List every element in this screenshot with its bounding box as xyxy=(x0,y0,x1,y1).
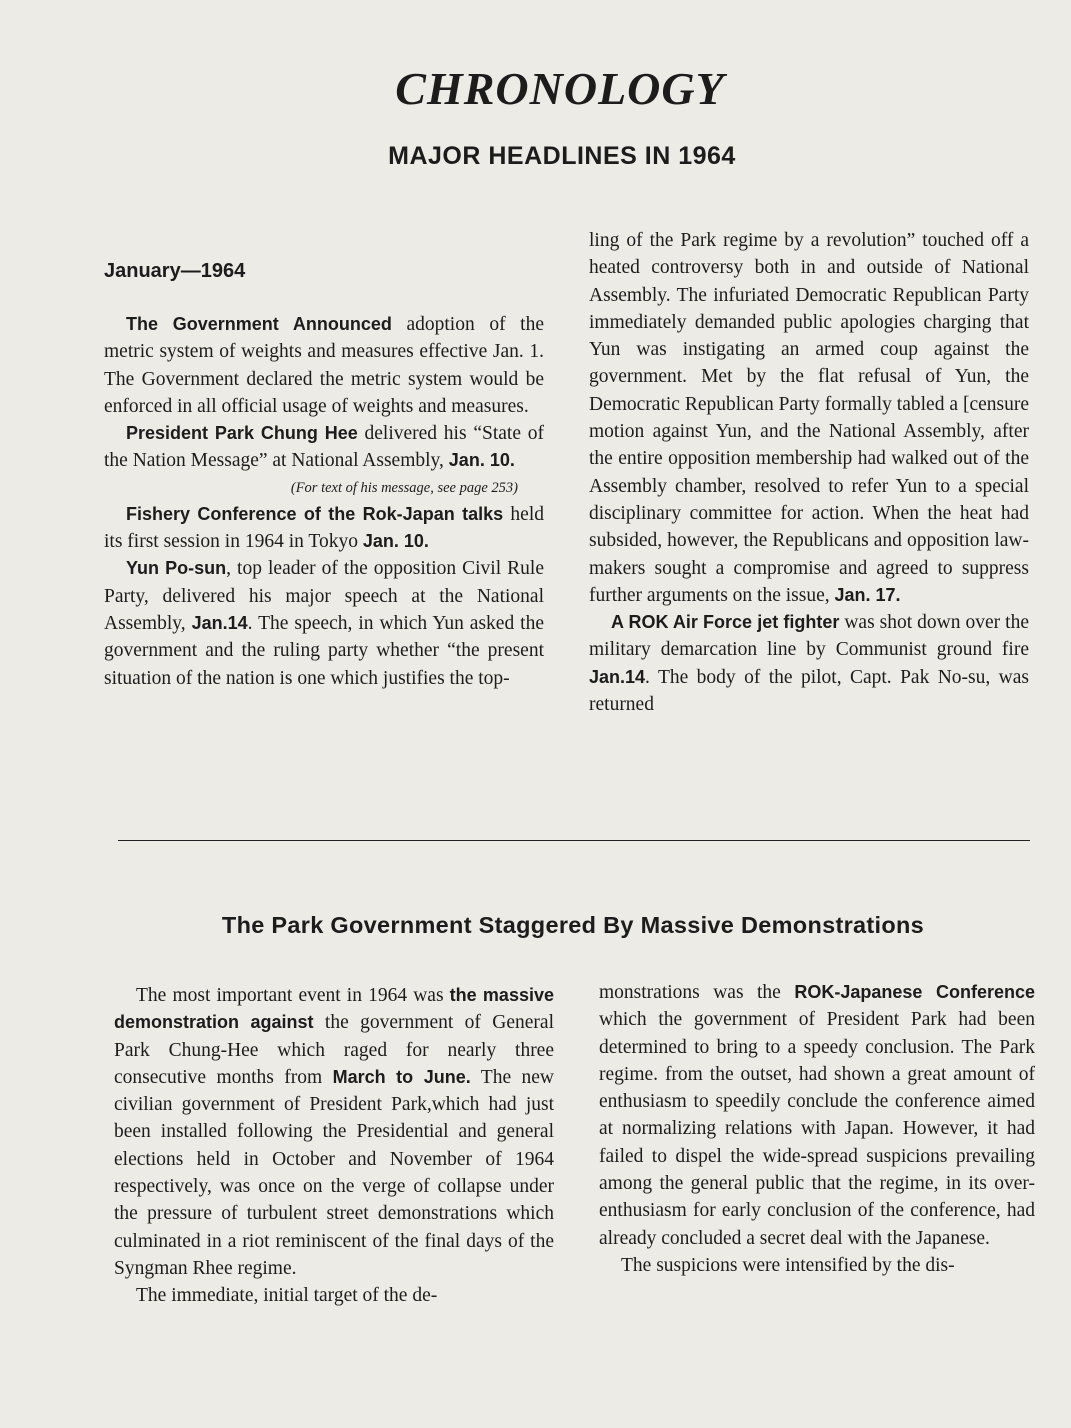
feature-paragraph-3: The suspicions were intensified by the dis- xyxy=(621,1254,955,1276)
lower-right-column xyxy=(599,979,1035,1279)
feature-paragraph-1: The most important event in 1964 was the massive demonstration against the government of General Park Chung-Hee which raged for nearly three consecutive months from March to June. The new civilian government of President Park,which had just been installed following the Presidential and general elections held in October and November of 1964 respectively, was once on the verge of collapse under the pressure of turbulent street demonstrations which culminated in a riot reminiscent of the final days of the Syngman Rhee regime. xyxy=(114,985,555,1279)
month-heading: January—1964 xyxy=(104,260,246,282)
lower-left-column xyxy=(114,982,554,1310)
entry-metric-system: The Government Announced adoption of the metric system of weights and measures effective Jan. 1. The Government declared the metric system would be enforced in all official usage of weights and measures. xyxy=(104,314,544,417)
feature-heading: The Park Government Staggered By Massive Demonstrations xyxy=(221,912,925,938)
entry-state-of-nation: President Park Chung Hee delivered his “State of the Nation Message” at National Assembly, Jan. 10. xyxy=(104,423,544,472)
entry-yun-po-sun: Yun Po-sun, top leader of the opposition Civil Rule Party, delivered his major speech at the National Assembly, Jan.14. The speech, in which Yun asked the government and the ruling party whether “the present situation of the nation is one which justifies the top- xyxy=(104,558,544,689)
entry-lead: The Government Announced xyxy=(126,314,392,334)
section-divider xyxy=(118,840,1030,841)
feature-paragraph-2-continued: monstrations was the ROK-Japanese Conference which the government of President Park had been determined to bring to a speedy conclusion. The Park regime. from the outset, had shown a great amount of enthusiasm to speedily conclude the conference aimed at normalizing relations with Japan. However, it had failed to dispel the wide-spread suspicions prevailing among the general public that the regime, in its over-enthusiasm for early conclusion of the conference, had already concluded a secret deal with the Japanese. xyxy=(599,982,1036,1249)
entry-lead: A ROK Air Force jet fighter xyxy=(611,612,840,633)
entry-lead: Fishery Conference of the Rok-Japan talks xyxy=(126,503,504,524)
entry-yun-continued: ling of the Park regime by a revolution” touched off a heated controversy both in and outside of National Assembly. The infuriated Democratic Republican Party immediately demanded public apologies charging that Yun was instigating an armed coup against the government. Met by the flat refusal of Yun, the Democratic Republican Party formally tabled a [censure motion against Yun, and the National Assembly, after the entire opposition membership had walked out of the Assembly chamber, resolved to refer Yun to a special disciplinary committee for action. When the heat had subsided, however, the Republicans and opposition law-makers sought a compromise and agreed to suppress further arguments on the issue, Jan. 17. xyxy=(589,230,1029,606)
entry-fishery-conference: Fishery Conference of the Rok-Japan talks held its first session in 1964 in Tokyo Jan. 10. xyxy=(104,503,544,553)
upper-left-column xyxy=(104,311,544,692)
page-reference-note: (For text of his message, see page 253) xyxy=(290,479,518,496)
page-title: CHRONOLOGY xyxy=(395,63,725,114)
upper-right-column xyxy=(589,227,1029,718)
feature-paragraph-2-start: The immediate, initial target of the de- xyxy=(136,1285,438,1307)
entry-lead: Yun Po-sun xyxy=(126,558,227,579)
entry-lead: President Park Chung Hee xyxy=(126,423,358,444)
page-subtitle: MAJOR HEADLINES IN 1964 xyxy=(388,142,736,170)
entry-jet-fighter: A ROK Air Force jet fighter was shot down over the military demarcation line by Communist ground fire Jan.14. The body of the pilot, Capt. Pak No-su, was returned xyxy=(589,612,1029,716)
